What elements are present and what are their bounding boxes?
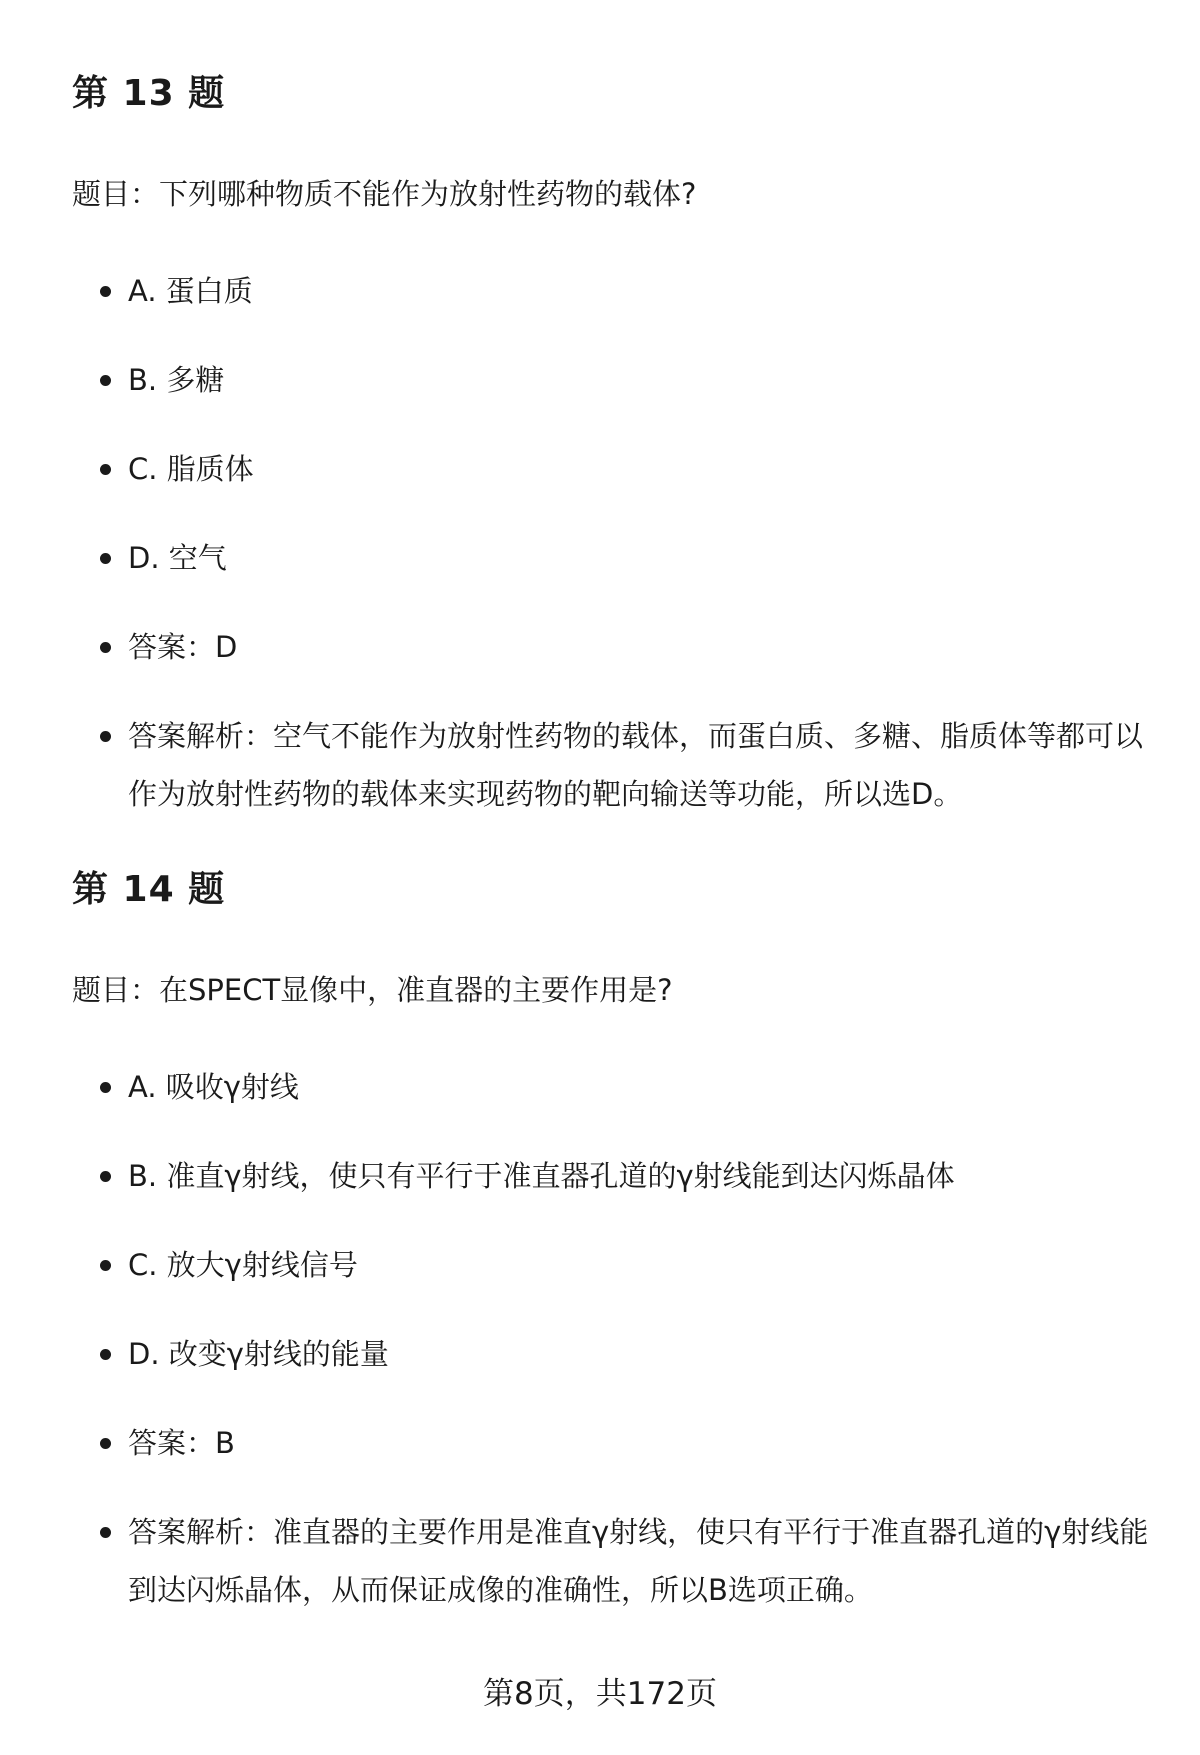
- option-text: A. 吸收γ射线: [128, 1070, 299, 1104]
- question-stem: 题目：在SPECT显像中，准直器的主要作用是?: [72, 973, 673, 1007]
- option-a: [72, 262, 1152, 320]
- question-heading: 第 13 题: [72, 73, 226, 114]
- option-c: [72, 440, 1152, 498]
- option-text: B. 准直γ射线，使只有平行于准直器孔道的γ射线能到达闪烁晶体: [128, 1159, 955, 1193]
- answer-item: [72, 1414, 1152, 1472]
- option-list: [72, 1058, 1152, 1650]
- question-stem: 题目：下列哪种物质不能作为放射性药物的载体?: [72, 177, 697, 211]
- analysis-text: 答案解析：空气不能作为放射性药物的载体，而蛋白质、多糖、脂质体等都可以作为放射性药物的载体来实现药物的靶向输送等功能，所以选D。: [128, 719, 1144, 811]
- bullet-icon: [100, 1171, 111, 1182]
- bullet-icon: [100, 1349, 111, 1360]
- option-text: D. 改变γ射线的能量: [128, 1337, 389, 1371]
- bullet-icon: [100, 1082, 111, 1093]
- analysis-item: [72, 1503, 1152, 1619]
- option-c: [72, 1236, 1152, 1294]
- answer-text: 答案：D: [128, 630, 238, 664]
- option-text: D. 空气: [128, 541, 227, 575]
- option-text: A. 蛋白质: [128, 274, 253, 308]
- analysis-text: 答案解析：准直器的主要作用是准直γ射线，使只有平行于准直器孔道的γ射线能到达闪烁晶体，从而保证成像的准确性，所以B选项正确。: [128, 1515, 1149, 1607]
- question-14: [72, 866, 1152, 1607]
- option-d: [72, 529, 1152, 587]
- bullet-icon: [100, 1260, 111, 1271]
- option-text: C. 放大γ射线信号: [128, 1248, 358, 1282]
- question-13: [72, 70, 1152, 811]
- bullet-icon: [100, 286, 111, 297]
- bullet-icon: [100, 1527, 111, 1538]
- option-a: [72, 1058, 1152, 1116]
- bullet-icon: [100, 642, 111, 653]
- answer-item: [72, 618, 1152, 676]
- page-footer: 第8页，共172页: [483, 1676, 717, 1712]
- bullet-icon: [100, 1438, 111, 1449]
- option-text: C. 脂质体: [128, 452, 254, 486]
- question-heading: 第 14 题: [72, 869, 226, 910]
- analysis-item: [72, 707, 1152, 823]
- bullet-icon: [100, 731, 111, 742]
- answer-text: 答案：B: [128, 1426, 235, 1460]
- option-d: [72, 1325, 1152, 1383]
- option-b: [72, 351, 1152, 409]
- bullet-icon: [100, 375, 111, 386]
- option-list: [72, 262, 1152, 854]
- option-text: B. 多糖: [128, 363, 225, 397]
- bullet-icon: [100, 464, 111, 475]
- bullet-icon: [100, 553, 111, 564]
- option-b: [72, 1147, 1152, 1205]
